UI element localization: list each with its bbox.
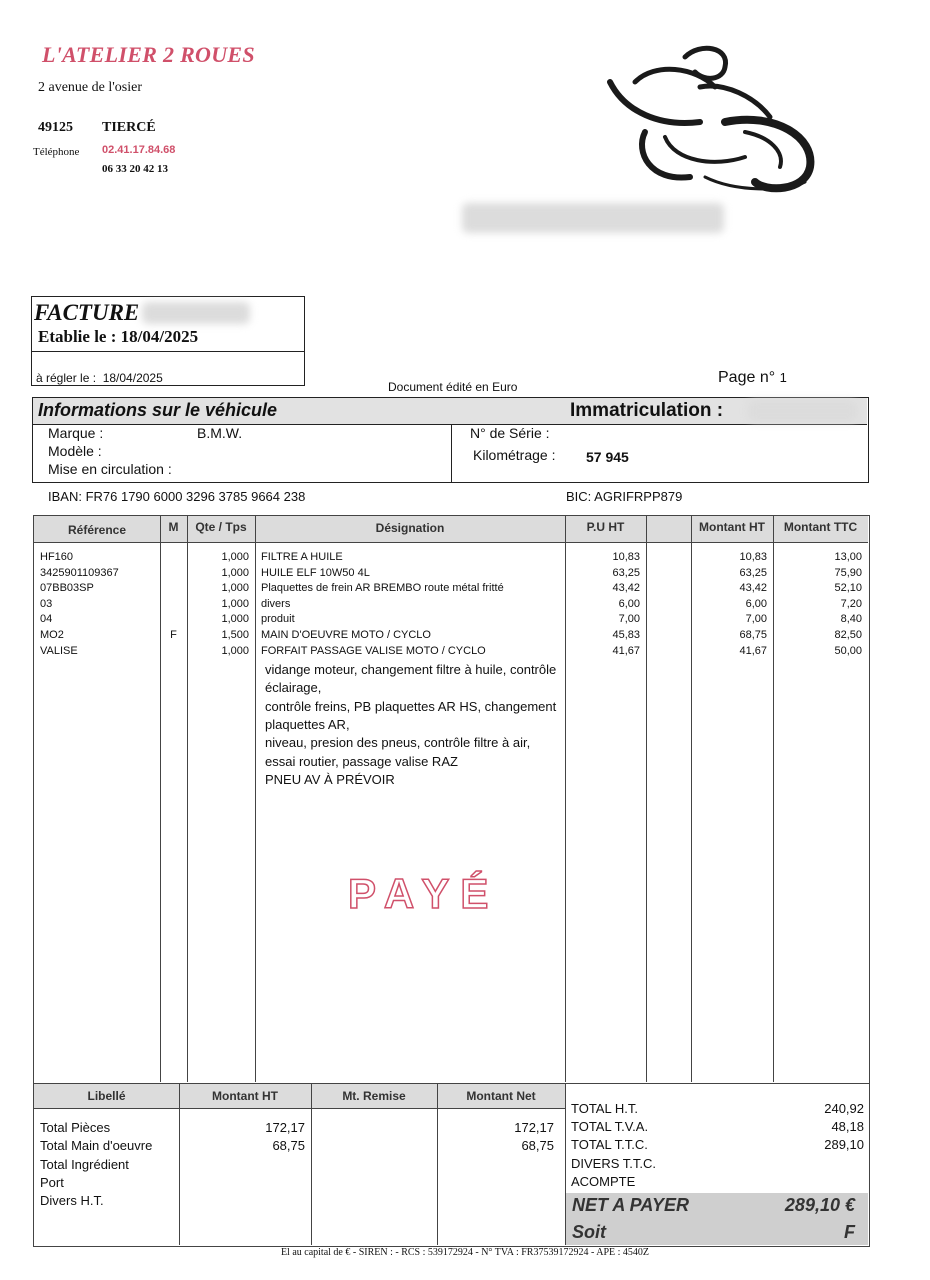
- note-line: essai routier, passage valise RAZ: [265, 753, 458, 769]
- totals-header-amount-ht: Montant HT: [212, 1089, 278, 1103]
- model-label: Modèle :: [48, 443, 102, 459]
- header-amount-ttc: Montant TTC: [783, 520, 858, 534]
- header-designation: Désignation: [375, 521, 445, 535]
- item-amount-ht: 10,83: [739, 551, 767, 563]
- phone-label: Téléphone: [33, 146, 80, 158]
- make-label: Marque :: [48, 425, 104, 441]
- summary-label: TOTAL T.V.A.: [571, 1119, 649, 1135]
- item-reference: 03: [40, 597, 53, 610]
- summary-label: ACOMPTE: [571, 1173, 636, 1189]
- item-qty: 1,000: [221, 551, 249, 563]
- note-line: PNEU AV À PRÉVOIR: [265, 771, 395, 787]
- item-unit-price: 7,00: [618, 613, 640, 626]
- totals-row-label: Total Ingrédient: [40, 1156, 129, 1172]
- page-label: Page n°: [718, 369, 776, 386]
- iban: IBAN: FR76 1790 6000 3296 3785 9664 238: [48, 489, 306, 504]
- header-reference: Référence: [67, 523, 127, 537]
- net-label: NET A PAYER: [572, 1195, 690, 1215]
- note-line: plaquettes AR,: [265, 716, 350, 732]
- registration-label: Immatriculation :: [570, 400, 724, 421]
- totals-row-amount-ht: 172,17: [265, 1120, 305, 1135]
- totals-row-net: 68,75: [521, 1138, 554, 1154]
- soit-value: F: [844, 1222, 855, 1242]
- item-amount-ht: 63,25: [739, 566, 767, 579]
- item-amount-ttc: 7,20: [840, 597, 862, 610]
- company-address: 2 avenue de l'osier: [38, 80, 142, 95]
- item-unit-price: 63,25: [612, 566, 640, 579]
- vehicle-divider: [451, 424, 452, 482]
- totals-row-label: Total Pièces: [40, 1120, 111, 1135]
- company-postcode: 49125: [38, 120, 73, 135]
- issued-label: Etablie le :: [38, 327, 117, 346]
- header-qty: Qte / Tps: [195, 520, 247, 534]
- pay-by-label: à régler le :: [36, 371, 97, 385]
- item-qty: 1,000: [221, 597, 249, 610]
- item-amount-ht: 43,42: [739, 582, 767, 595]
- item-qty: 1,000: [221, 613, 249, 626]
- paid-stamp: PAYÉ: [348, 870, 500, 917]
- item-amount-ttc: 8,40: [840, 613, 862, 626]
- phone-secondary: 06 33 20 42 13: [102, 163, 168, 175]
- redacted-recipient: [462, 203, 724, 233]
- vehicle-section-title: Informations sur le véhicule: [38, 400, 278, 420]
- item-amount-ht: 41,67: [739, 644, 767, 657]
- summary-label: TOTAL T.T.C.: [571, 1137, 648, 1153]
- totals-row-label: Port: [40, 1174, 64, 1190]
- item-m: [160, 597, 187, 613]
- item-qty: 1,000: [221, 644, 249, 657]
- item-designation: FILTRE A HUILE: [261, 551, 343, 563]
- redacted-invoice-number: [142, 302, 250, 324]
- item-qty: 1,000: [221, 582, 249, 595]
- item-unit-price: 45,83: [612, 629, 640, 641]
- item-reference: HF160: [40, 551, 74, 563]
- invoice-title: FACTURE: [34, 300, 140, 325]
- item-unit-price: 41,67: [612, 644, 640, 657]
- currency-note: Document édité en Euro: [388, 380, 518, 394]
- item-designation: divers: [261, 597, 291, 610]
- item-designation: HUILE ELF 10W50 4L: [261, 566, 370, 579]
- pay-by-date: 18/04/2025: [102, 371, 163, 385]
- item-reference: VALISE: [40, 644, 78, 657]
- item-amount-ttc: 52,10: [834, 582, 862, 595]
- totals-header-discount: Mt. Remise: [342, 1089, 406, 1103]
- item-reference: 3425901109367: [40, 566, 119, 579]
- circulation-label: Mise en circulation :: [48, 461, 172, 477]
- summary-value: 289,10: [824, 1137, 864, 1153]
- soit-label: Soit: [572, 1222, 606, 1242]
- item-m: [160, 566, 187, 582]
- header-m: M: [168, 520, 179, 534]
- item-m: [160, 644, 187, 660]
- company-name: L'ATELIER 2 ROUES: [42, 42, 255, 67]
- page-value: 1: [779, 370, 787, 385]
- bic: BIC: AGRIFRPP879: [566, 489, 683, 504]
- note-line: contrôle freins, PB plaquettes AR HS, changement: [265, 698, 557, 714]
- summary-value: 240,92: [824, 1101, 864, 1116]
- item-unit-price: 43,42: [612, 582, 640, 595]
- company-city: TIERCÉ: [102, 120, 156, 135]
- item-m: [160, 550, 187, 566]
- header-amount-ht: Montant HT: [699, 520, 765, 534]
- issued-line: [38, 327, 198, 347]
- note-line: niveau, presion des pneus, contrôle filtre à air,: [265, 735, 531, 751]
- item-unit-price: 10,83: [612, 551, 640, 563]
- serial-label: N° de Série :: [470, 425, 550, 441]
- page-number: [718, 369, 787, 387]
- item-amount-ttc: 13,00: [834, 551, 862, 563]
- totals-header-net: Montant Net: [466, 1089, 536, 1103]
- mileage-label: Kilométrage :: [473, 447, 556, 463]
- net-value: 289,10 €: [784, 1195, 855, 1215]
- item-m: [160, 612, 187, 628]
- legal-footer: El au capital de € - SIREN : - RCS : 539172924 - N° TVA : FR37539172924 - APE : 4540Z: [280, 1247, 650, 1258]
- item-amount-ht: 7,00: [745, 613, 767, 626]
- header-unit-price: P.U HT: [586, 520, 625, 534]
- summary-label: DIVERS T.T.C.: [571, 1155, 657, 1171]
- totals-header-label: Libellé: [87, 1089, 126, 1103]
- item-qty: 1,500: [221, 629, 249, 641]
- item-reference: 04: [40, 613, 53, 626]
- item-amount-ttc: 75,90: [834, 566, 862, 579]
- redacted-registration: [748, 400, 858, 422]
- item-amount-ttc: 82,50: [834, 629, 862, 641]
- note-line: éclairage,: [265, 680, 322, 696]
- item-amount-ht: 68,75: [739, 629, 767, 641]
- item-designation: Plaquettes de frein AR BREMBO route métal fritté: [261, 582, 504, 595]
- motorcycle-rider-logo: [605, 42, 820, 197]
- item-qty: 1,000: [221, 566, 249, 579]
- item-designation: produit: [261, 613, 295, 626]
- pay-by-line: [36, 371, 163, 385]
- totals-row-net: 172,17: [514, 1120, 554, 1135]
- item-amount-ht: 6,00: [745, 597, 767, 610]
- summary-value: 48,18: [831, 1119, 864, 1135]
- totals-row-label: Divers H.T.: [40, 1193, 104, 1209]
- totals-row-label: Total Main d'oeuvre: [40, 1138, 153, 1154]
- totals-row-amount-ht: 68,75: [272, 1138, 305, 1154]
- item-reference: MO2: [40, 629, 64, 641]
- item-designation: FORFAIT PASSAGE VALISE MOTO / CYCLO: [261, 644, 486, 657]
- item-reference: 07BB03SP: [40, 582, 94, 595]
- item-amount-ttc: 50,00: [834, 644, 862, 657]
- item-unit-price: 6,00: [618, 597, 640, 610]
- item-m: F: [170, 629, 177, 641]
- item-designation: MAIN D'OEUVRE MOTO / CYCLO: [261, 629, 431, 641]
- mileage-value: 57 945: [586, 449, 629, 465]
- make-value: B.M.W.: [197, 425, 243, 441]
- issued-date: 18/04/2025: [120, 327, 199, 346]
- phone-primary: 02.41.17.84.68: [102, 144, 176, 156]
- summary-label: TOTAL H.T.: [571, 1101, 638, 1116]
- item-m: [160, 581, 187, 597]
- note-line: vidange moteur, changement filtre à huile, contrôle: [265, 662, 557, 677]
